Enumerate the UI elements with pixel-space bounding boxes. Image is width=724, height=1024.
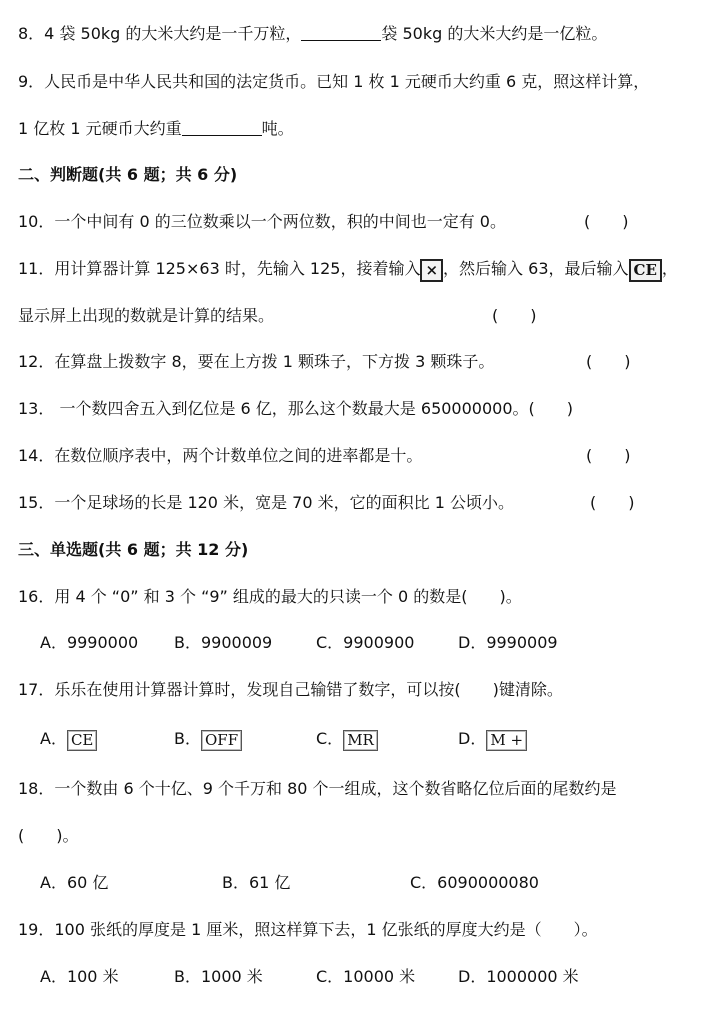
q8-text-before: 8．4 袋 50kg 的大米大约是一千万粒， (18, 24, 302, 43)
question-18-options (18, 872, 718, 894)
q9-text-before: 1 亿枚 1 元硬币大约重 (18, 119, 182, 138)
q17-option-a[interactable] (40, 728, 97, 751)
q10-answer-paren[interactable]: ( ) (584, 212, 629, 231)
m-plus-key-icon: M + (486, 730, 527, 751)
question-18-line1: 18．一个数由 6 个十亿、9 个千万和 80 个一组成，这个数省略亿位后面的尾数约是 (18, 779, 617, 798)
question-9-line2 (18, 118, 718, 140)
q17-option-b-label: B． (174, 729, 201, 748)
q8-text-after: 袋 50kg 的大米大约是一亿粒。 (381, 24, 608, 43)
q10-text: 10．一个中间有 0 的三位数乘以一个两位数，积的中间也一定有 0。 (18, 212, 506, 231)
q15-answer-paren[interactable]: ( ) (590, 493, 635, 512)
question-12 (18, 351, 718, 373)
mr-key-icon: MR (343, 730, 378, 751)
q16-option-d[interactable]: D．9990009 (458, 633, 558, 652)
multiply-key-icon: × (420, 259, 443, 282)
off-key-icon: OFF (201, 730, 242, 751)
question-10 (18, 211, 718, 233)
q17-option-a-label: A． (40, 729, 67, 748)
q18-option-b[interactable]: B．61 亿 (222, 873, 291, 892)
q17-option-d[interactable] (458, 728, 527, 751)
q11-text-part3: ， (661, 259, 678, 278)
ce-key-icon: CE (67, 730, 97, 751)
q12-answer-paren[interactable]: ( ) (586, 352, 631, 371)
q13-answer-paren[interactable]: ( ) (528, 399, 574, 418)
q9-text-after: 吨。 (261, 119, 294, 138)
q9-answer-blank[interactable] (182, 119, 262, 136)
q11-text-part2: ，然后输入 63，最后输入 (443, 259, 629, 278)
question-16: 16．用 4 个 “0” 和 3 个 “9” 组成的最大的只读一个 0 的数是( )。 (18, 587, 522, 606)
question-11-line1 (18, 258, 718, 280)
q13-text: 13． 一个数四舍五入到亿位是 6 亿，那么这个数最大是 650000000。 (18, 399, 529, 418)
q18-option-a[interactable]: A．60 亿 (40, 873, 109, 892)
q19-option-a[interactable]: A．100 米 (40, 967, 119, 986)
question-19-options (18, 966, 718, 988)
q14-text: 14．在数位顺序表中，两个计数单位之间的进率都是十。 (18, 446, 423, 465)
section-3-title: 三、单选题(共 6 题；共 12 分) (18, 540, 249, 559)
q17-option-b[interactable] (174, 728, 242, 751)
question-8 (18, 23, 718, 45)
question-11-line2 (18, 305, 718, 327)
question-9-line1: 9．人民币是中华人民共和国的法定货币。已知 1 枚 1 元硬币大约重 6 克，照这样计算， (18, 72, 650, 91)
question-17: 17．乐乐在使用计算器计算时，发现自己输错了数字，可以按( )键清除。 (18, 680, 563, 699)
q16-option-b[interactable]: B．9900009 (174, 633, 273, 652)
question-13 (18, 398, 718, 420)
q12-text: 12．在算盘上拨数字 8，要在上方拨 1 颗珠子，下方拨 3 颗珠子。 (18, 352, 495, 371)
q14-answer-paren[interactable]: ( ) (586, 446, 631, 465)
q15-text: 15．一个足球场的长是 120 米，宽是 70 米，它的面积比 1 公顷小。 (18, 493, 514, 512)
q17-option-c[interactable] (316, 728, 378, 751)
q11-text-line2: 显示屏上出现的数就是计算的结果。 (18, 306, 275, 325)
question-15 (18, 492, 718, 514)
q16-option-a[interactable]: A．9990000 (40, 633, 139, 652)
q19-option-c[interactable]: C．10000 米 (316, 967, 416, 986)
question-14 (18, 445, 718, 467)
q19-option-d[interactable]: D．1000000 米 (458, 967, 579, 986)
question-17-options (18, 728, 718, 750)
question-19: 19．100 张纸的厚度是 1 厘米，照这样算下去，1 亿张纸的厚度大约是（ ）。 (18, 920, 598, 939)
q18-option-c[interactable]: C．6090000080 (410, 873, 539, 892)
q8-answer-blank[interactable] (301, 24, 381, 41)
q19-option-b[interactable]: B．1000 米 (174, 967, 263, 986)
q16-option-c[interactable]: C．9900900 (316, 633, 415, 652)
q11-answer-paren[interactable]: ( ) (492, 306, 537, 325)
q17-option-c-label: C． (316, 729, 344, 748)
question-18-line2: ( )。 (18, 826, 79, 845)
ce-key-icon: CE (629, 259, 662, 282)
q17-option-d-label: D． (458, 729, 487, 748)
section-2-title: 二、判断题(共 6 题；共 6 分) (18, 165, 238, 184)
q11-text-part1: 11．用计算器计算 125×63 时，先输入 125，接着输入 (18, 259, 421, 278)
question-16-options (18, 632, 718, 654)
